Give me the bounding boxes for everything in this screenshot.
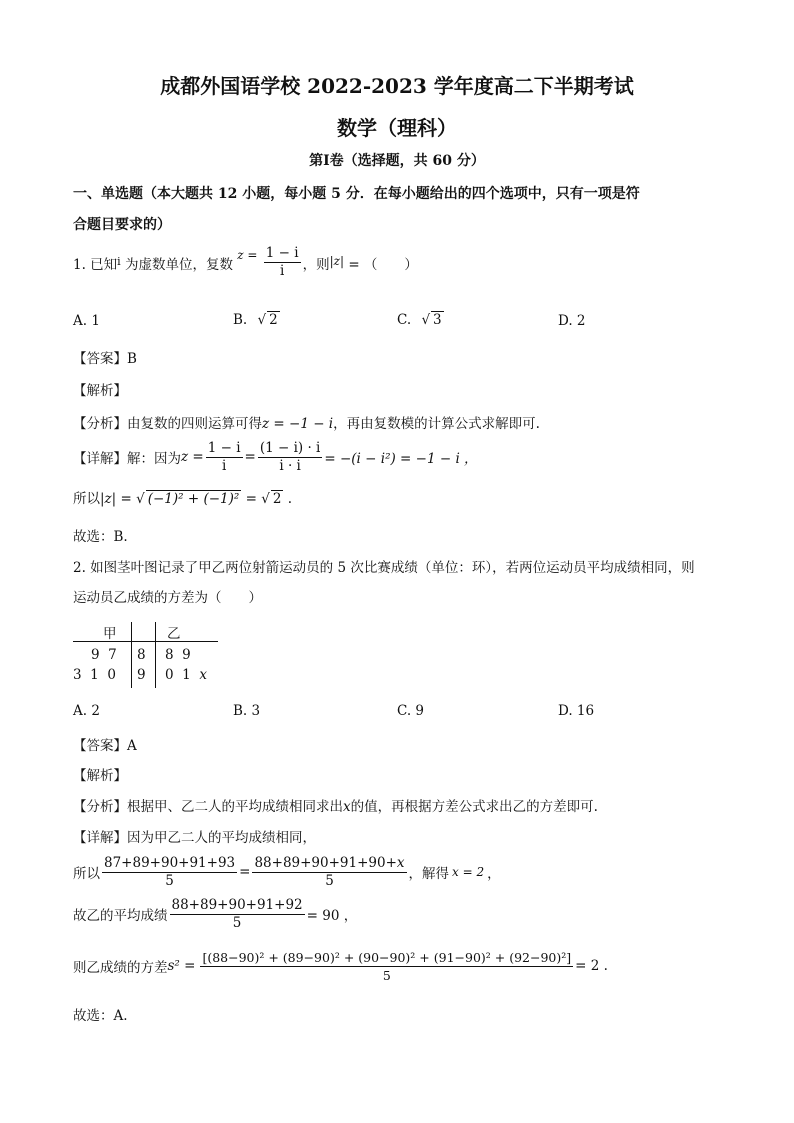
q1-eq-paren: = （ ） [344, 257, 418, 273]
q2-solve: ，解得 [408, 866, 450, 882]
q2-fenxi-x: x [343, 799, 351, 815]
q2-xiangjie-tag: 【详解】 [73, 830, 127, 846]
q1-fenxi-expr: z = −1 − i [262, 416, 334, 432]
q2-stem-line1: 2. 如图茎叶图记录了甲乙两位射箭运动员的 5 次比赛成绩（单位：环），若两位运动员平均成绩相同，则 [73, 560, 695, 576]
q2-option-b: B. 3 [233, 703, 261, 719]
q2-fenxi-text2: 的值，再根据方差公式求出乙的方差即可. [350, 799, 598, 815]
q2-fenxi-text1: 根据甲、乙二人的平均成绩相同求出 [127, 799, 343, 815]
q1-suoyi-expr2: = [245, 491, 257, 507]
q1-suoyi-sqrt: (−1)² + (−1)² [147, 491, 240, 507]
q2-answer [73, 734, 137, 754]
q1-abs-z: |z| [329, 254, 345, 268]
diagram-head-left: 甲 [103, 626, 117, 642]
q2-avg-frac-den: 5 [232, 914, 242, 931]
part-heading-line2: 合题目要求的） [73, 217, 171, 233]
diagram-divider-left [131, 622, 132, 688]
q1-option-c [397, 311, 444, 328]
q1-option-b-value: 2 [269, 312, 278, 328]
section-title: 第Ⅰ卷（选择题，共 60 分） [309, 153, 485, 169]
q1-frac-num: 1 − i [265, 245, 299, 261]
q1-fenxi-text2: ，再由复数模的计算公式求解即可. [333, 416, 540, 432]
q1-answer [73, 347, 137, 367]
q1-answer-tag: 【答案】 [73, 351, 127, 367]
q1-xj-frac1-den: i [221, 457, 227, 474]
q1-fraction [264, 246, 301, 279]
q1-suoyi-expr1: |z| = [100, 491, 132, 507]
diagram-row2-left: 3 1 0 [73, 667, 116, 683]
q2-fenxi [73, 795, 598, 815]
q1-xiangjie [73, 437, 478, 477]
q2-frac1-num: 87+89+90+91+93 [104, 854, 236, 871]
diagram-row2-right-digits: 0 1 [165, 667, 200, 683]
q1-xj-frac1-num: 1 − i [207, 439, 241, 456]
q2-eq-sign: = [239, 864, 251, 880]
q2-answer-tag: 【答案】 [73, 738, 127, 754]
q1-suoyi [73, 487, 292, 507]
q2-avg-result: = 90 ， [306, 908, 358, 924]
q1-fenxi-text1: 由复数的四则运算可得 [127, 416, 262, 432]
sqrt-sign-icon: √ [421, 312, 431, 328]
q2-frac2 [252, 856, 406, 889]
part-heading-line1: 一、单选题（本大题共 12 小题，每小题 5 分．在每小题给出的四个选项中，只有一项是符 [73, 186, 640, 202]
q2-frac2-num-digits: 88+89+90+91+90+ [254, 854, 397, 871]
page-subtitle: 数学（理科） [337, 116, 457, 140]
q2-answer-value: A [127, 738, 137, 754]
q2-var-text: 则乙成绩的方差 [73, 960, 168, 976]
q2-var [73, 945, 608, 987]
stem-leaf-diagram [73, 620, 218, 690]
q1-answer-value: B [127, 351, 137, 367]
diagram-row1-left: 9 7 [91, 647, 117, 663]
q1-option-b [233, 311, 280, 328]
q1-option-a: A. 1 [73, 313, 100, 329]
q2-var-frac [200, 950, 573, 983]
q1-xiangjie-tag: 【详解】 [73, 451, 127, 467]
q1-xj-rest: = −(i − i²) = −1 − i ， [324, 451, 478, 467]
q1-xj-eq: = [244, 449, 256, 465]
sqrt-sign-icon: √ [261, 491, 270, 507]
q1-mid: 为虚数单位，复数 [120, 257, 238, 273]
q1-guxuan: 故选：B. [73, 529, 128, 545]
page-title: 成都外国语学校 2022-2023 学年度高二下半期考试 [160, 74, 634, 98]
q1-fenxi [73, 412, 540, 432]
q1-fenxi-tag: 【分析】 [73, 416, 127, 432]
sqrt-sign-icon: √ [257, 312, 267, 328]
q2-frac2-den: 5 [325, 872, 334, 889]
q2-option-a: A. 2 [73, 703, 100, 719]
q2-solve-end: ， [487, 866, 501, 882]
q2-frac1-den: 5 [165, 872, 174, 889]
q1-prefix: 1. 已知 [73, 257, 118, 273]
q2-avg-text: 故乙的平均成绩 [73, 908, 168, 924]
q1-analysis-tag: 【解析】 [73, 383, 127, 399]
q1-option-b-label: B. [233, 312, 248, 328]
q2-eq1 [73, 851, 501, 893]
q2-fenxi-tag: 【分析】 [73, 799, 127, 815]
q1-i-symbol: i [117, 255, 121, 268]
q1-after: ，则 [302, 257, 330, 273]
q2-option-d: D. 16 [558, 703, 595, 719]
q2-xiangjie-text: 因为甲乙二人的平均成绩相同， [127, 830, 316, 846]
q1-suoyi-sqrt2: 2 [272, 491, 282, 507]
q2-var-s: s² = [167, 958, 196, 974]
diagram-row1-stem: 8 [137, 647, 146, 663]
q2-frac1 [102, 856, 237, 889]
q1-frac-den: i [280, 263, 285, 279]
diagram-divider-horizontal [73, 641, 218, 642]
q2-suoyi: 所以 [73, 866, 100, 882]
q1-z-eq: z = [237, 248, 258, 262]
diagram-divider-right [155, 622, 156, 688]
q1-option-c-value: 3 [433, 312, 442, 328]
q2-var-result: = 2 . [575, 958, 608, 974]
q2-avg [73, 893, 357, 935]
q1-option-c-label: C. [397, 312, 412, 328]
q2-avg-frac-num: 88+89+90+91+92 [171, 896, 303, 913]
q2-guxuan: 故选：A. [73, 1008, 128, 1024]
q1-suoyi-label: 所以 [73, 491, 100, 507]
q1-xj-frac2 [258, 441, 323, 474]
q1-xj-frac1 [206, 441, 243, 474]
q1-xiangjie-text: 解：因为 [127, 451, 181, 467]
q2-option-c: C. 9 [397, 703, 425, 719]
q1-xj-z: z = [181, 449, 204, 465]
q2-xiangjie [73, 826, 316, 846]
q2-frac2-num [252, 856, 406, 873]
q1-xj-frac2-num: (1 − i) · i [259, 439, 321, 456]
q2-stem-line2: 运动员乙成绩的方差为（ ） [73, 590, 262, 606]
diagram-row2-stem: 9 [137, 667, 146, 683]
q1-option-d: D. 2 [558, 313, 586, 329]
q2-frac2-num-x: x [396, 854, 405, 871]
sqrt-sign-icon: √ [136, 491, 145, 507]
diagram-head-right: 乙 [167, 626, 181, 642]
diagram-row1-right: 8 9 [165, 647, 191, 663]
q2-var-frac-den: 5 [382, 967, 391, 983]
q2-analysis-tag: 【解析】 [73, 768, 127, 784]
q2-avg-frac [170, 898, 305, 931]
q2-var-frac-num: [(88−90)² + (89−90)² + (90−90)² + (91−90)² + (92−90)²] [202, 949, 572, 965]
q1-xj-frac2-den: i · i [279, 457, 301, 474]
q2-solve-expr: x = 2 [452, 865, 485, 879]
diagram-row2-x: x [199, 667, 207, 683]
q1-suoyi-end: . [283, 491, 293, 507]
q1-stem [73, 246, 418, 279]
diagram-row2-right [165, 667, 207, 683]
